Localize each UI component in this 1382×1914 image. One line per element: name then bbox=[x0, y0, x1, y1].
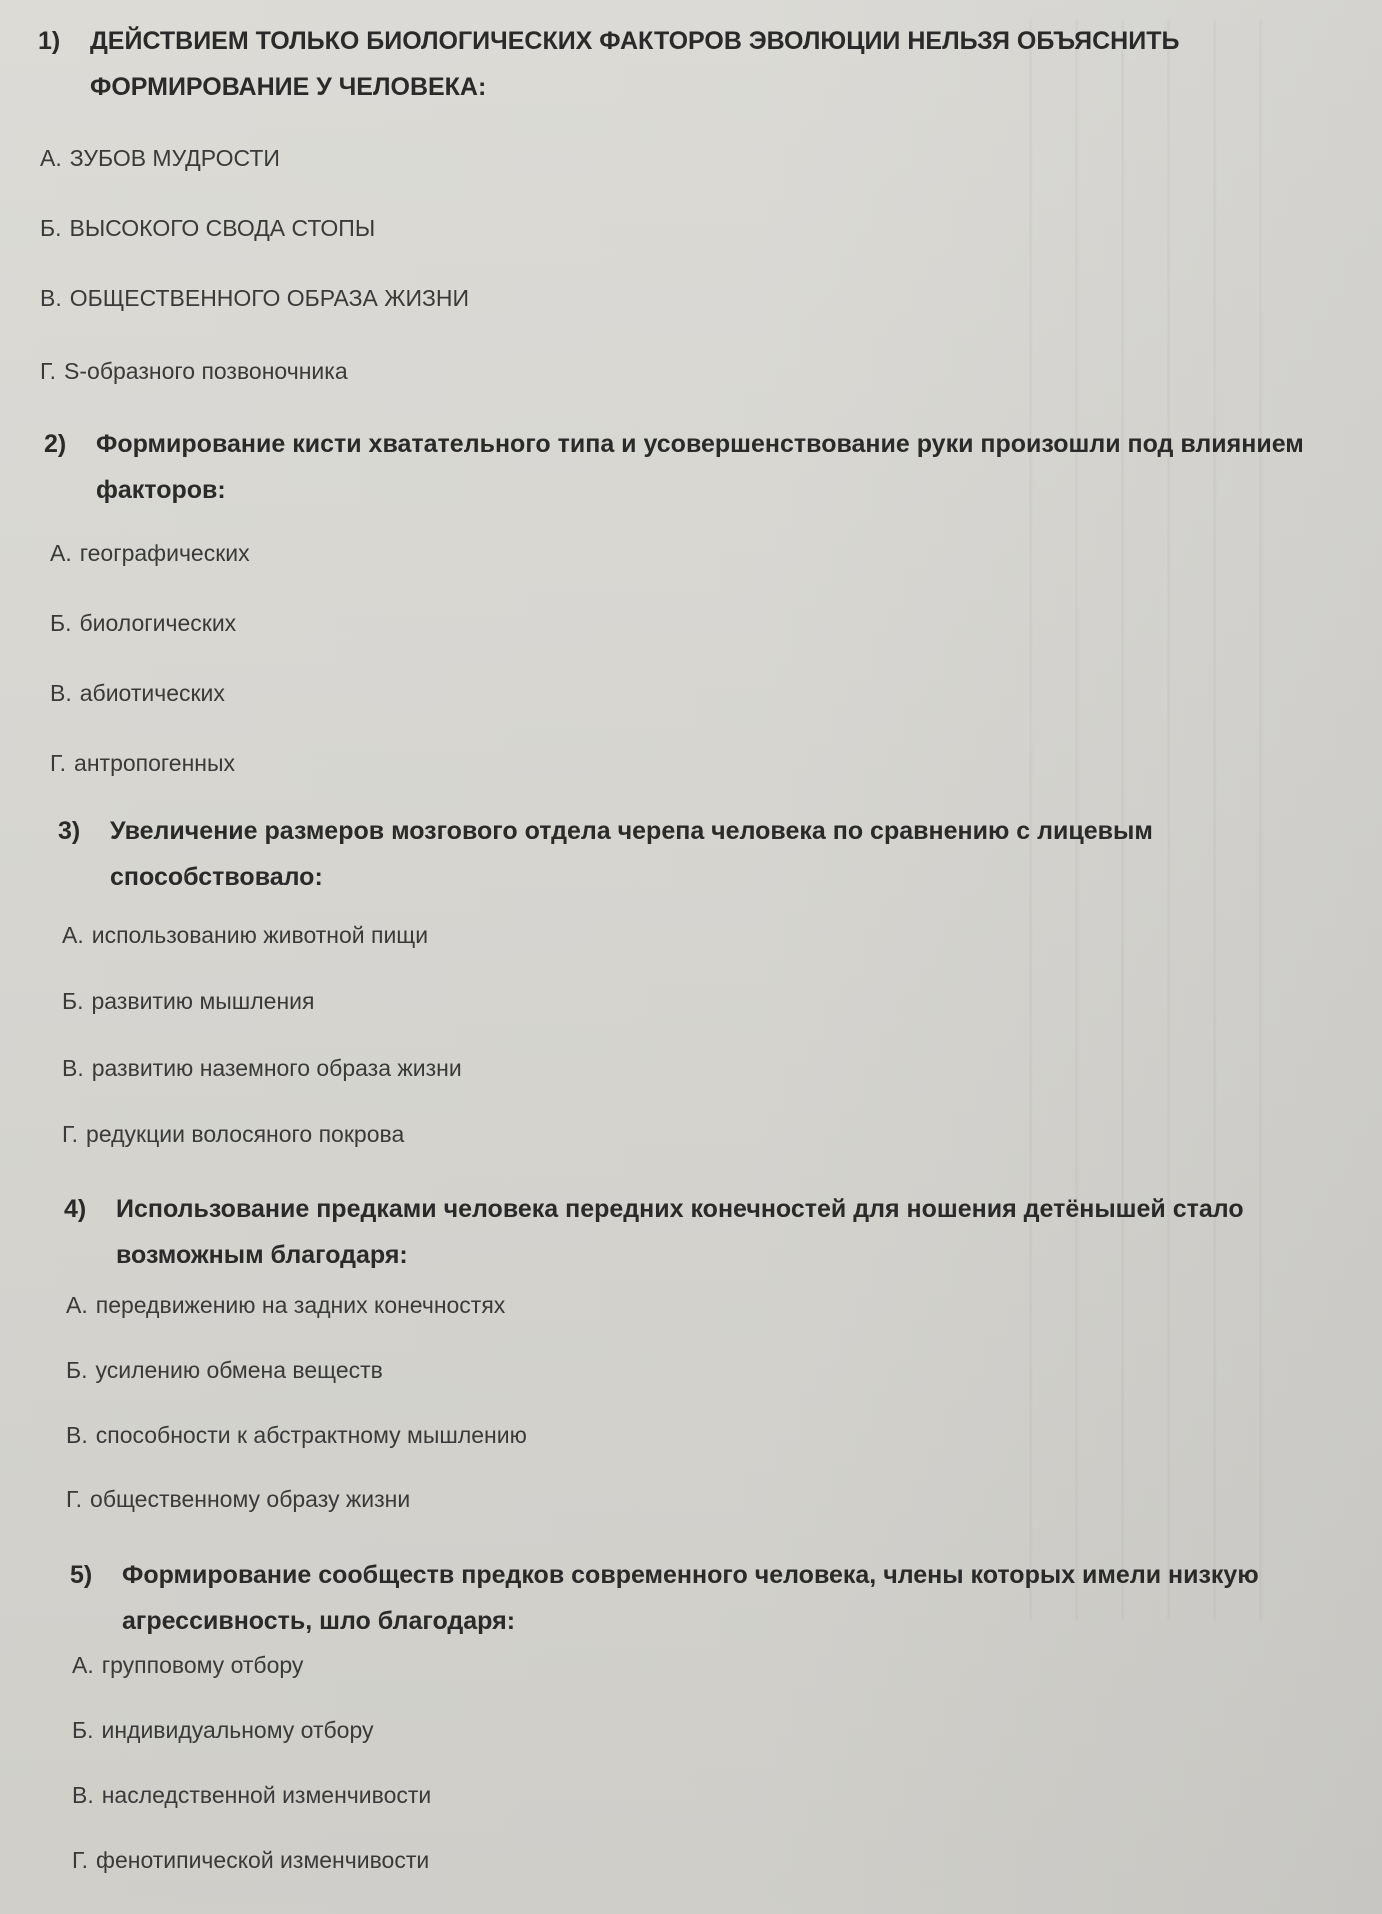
option-text: редукции волосяного покрова bbox=[86, 1121, 405, 1147]
question-line-2: возможным благодаря: bbox=[116, 1241, 408, 1269]
question-line-1: Формирование сообществ предков современного человека, члены которых имели низкую bbox=[122, 1561, 1259, 1589]
option-letter: В. bbox=[72, 1782, 94, 1808]
question-number: 2) bbox=[44, 430, 67, 458]
option-letter: Г. bbox=[62, 1121, 79, 1147]
answer-option bbox=[62, 988, 314, 1015]
option-text: способности к абстрактному мышлению bbox=[95, 1422, 527, 1448]
option-letter: А. bbox=[66, 1292, 88, 1318]
option-text: усилению обмена веществ bbox=[95, 1357, 383, 1383]
question-5-text bbox=[70, 1552, 1259, 1644]
option-text: развитию наземного образа жизни bbox=[91, 1055, 462, 1081]
answer-option bbox=[66, 1486, 410, 1513]
question-line-1: ДЕЙСТВИЕМ ТОЛЬКО БИОЛОГИЧЕСКИХ ФАКТОРОВ ЭВОЛЮЦИИ НЕЛЬЗЯ ОБЪЯСНИТЬ bbox=[90, 27, 1180, 55]
option-text: ЗУБОВ МУДРОСТИ bbox=[69, 145, 280, 171]
question-2-text bbox=[44, 421, 1304, 513]
answer-option bbox=[62, 1055, 462, 1082]
option-letter: А. bbox=[50, 540, 72, 566]
answer-option bbox=[40, 145, 280, 172]
option-text: ВЫСОКОГО СВОДА СТОПЫ bbox=[69, 215, 376, 241]
answer-option bbox=[72, 1847, 429, 1874]
answer-option bbox=[72, 1717, 374, 1744]
question-number: 3) bbox=[58, 817, 81, 845]
option-text: ОБЩЕСТВЕННОГО ОБРАЗА ЖИЗНИ bbox=[69, 285, 470, 311]
option-text: передвижению на задних конечностях bbox=[95, 1292, 506, 1318]
question-line-2: способствовало: bbox=[110, 863, 323, 891]
option-letter: Б. bbox=[50, 610, 72, 636]
option-text: развитию мышления bbox=[91, 988, 315, 1014]
option-letter: Б. bbox=[62, 988, 84, 1014]
question-number: 4) bbox=[64, 1195, 87, 1223]
answer-option bbox=[50, 750, 235, 777]
option-letter: В. bbox=[50, 680, 72, 706]
question-line-1: Увеличение размеров мозгового отдела черепа человека по сравнению с лицевым bbox=[110, 817, 1153, 845]
option-text: наследственной изменчивости bbox=[101, 1782, 432, 1808]
option-text: индивидуальному отбору bbox=[101, 1717, 374, 1743]
option-letter: А. bbox=[40, 145, 62, 171]
answer-option bbox=[50, 540, 250, 567]
answer-option bbox=[72, 1652, 303, 1679]
question-1-text bbox=[38, 18, 1179, 110]
option-letter: А. bbox=[62, 922, 84, 948]
option-text: общественному образу жизни bbox=[90, 1486, 411, 1512]
answer-option bbox=[62, 922, 428, 949]
option-text: биологических bbox=[79, 610, 237, 636]
answer-option bbox=[72, 1782, 431, 1809]
question-line-1: Формирование кисти хватательного типа и усовершенствование руки произошли под влиянием bbox=[96, 430, 1304, 458]
answer-option bbox=[40, 215, 375, 242]
option-text: S-образного позвоночника bbox=[64, 358, 348, 384]
option-letter: Б. bbox=[66, 1357, 88, 1383]
answer-option bbox=[66, 1422, 527, 1449]
option-letter: Б. bbox=[40, 215, 62, 241]
answer-option bbox=[66, 1292, 505, 1319]
question-3-text bbox=[58, 808, 1153, 900]
answer-option bbox=[62, 1121, 404, 1148]
option-text: групповому отбору bbox=[101, 1652, 304, 1678]
option-letter: Г. bbox=[40, 358, 57, 384]
question-4-text bbox=[64, 1186, 1244, 1278]
question-line-2: факторов: bbox=[96, 476, 226, 504]
option-text: фенотипической изменчивости bbox=[96, 1847, 430, 1873]
option-text: географических bbox=[79, 540, 250, 566]
option-letter: А. bbox=[72, 1652, 94, 1678]
answer-option bbox=[50, 610, 236, 637]
question-line-1: Использование предками человека передних конечностей для ношения детёнышей стало bbox=[116, 1195, 1244, 1223]
answer-option bbox=[66, 1357, 383, 1384]
option-letter: В. bbox=[62, 1055, 84, 1081]
answer-option bbox=[40, 358, 348, 385]
option-letter: Г. bbox=[66, 1486, 83, 1512]
option-text: использованию животной пищи bbox=[91, 922, 429, 948]
option-letter: В. bbox=[66, 1422, 88, 1448]
option-letter: Б. bbox=[72, 1717, 94, 1743]
option-letter: Г. bbox=[50, 750, 67, 776]
option-text: антропогенных bbox=[74, 750, 236, 776]
question-number: 1) bbox=[38, 27, 61, 55]
question-line-2: агрессивность, шло благодаря: bbox=[122, 1607, 516, 1635]
answer-option bbox=[50, 680, 225, 707]
option-text: абиотических bbox=[79, 680, 225, 706]
question-number: 5) bbox=[70, 1561, 93, 1589]
question-line-2: ФОРМИРОВАНИЕ У ЧЕЛОВЕКА: bbox=[90, 73, 487, 101]
option-letter: В. bbox=[40, 285, 62, 311]
answer-option bbox=[40, 285, 469, 312]
option-letter: Г. bbox=[72, 1847, 89, 1873]
